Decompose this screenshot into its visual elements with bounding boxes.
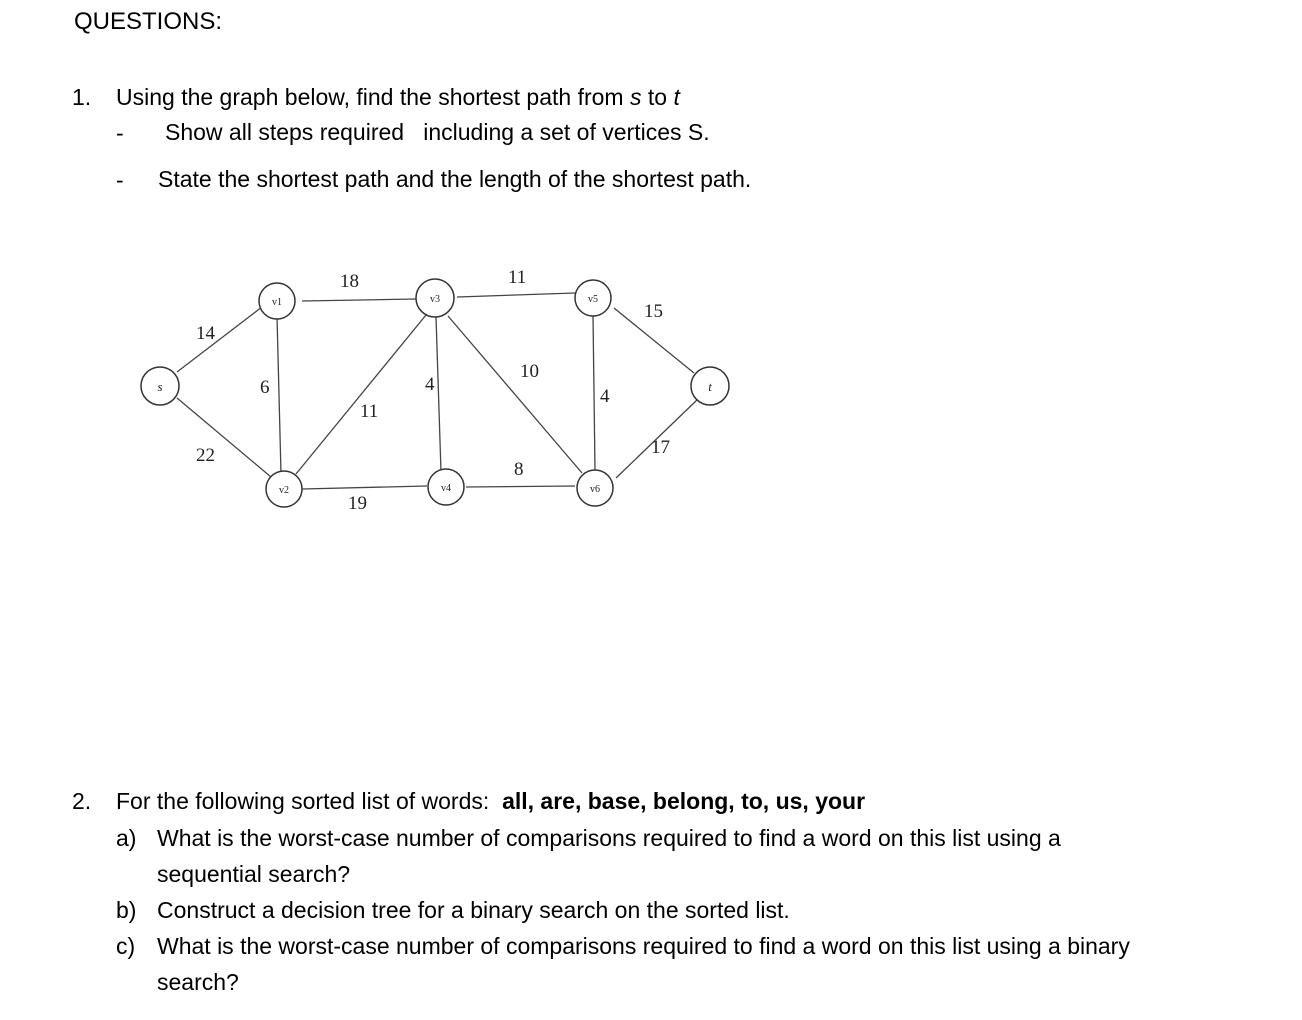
- node-label-v4: v4: [441, 483, 451, 494]
- edge-v2-v4: [302, 486, 427, 489]
- node-label-v6: v6: [590, 484, 600, 495]
- q2-number: 2.: [72, 788, 92, 814]
- weight-v2-v4: 19: [348, 493, 367, 514]
- edge-v3-v4: [436, 317, 441, 472]
- node-label-v3: v3: [430, 294, 440, 305]
- node-label-v2: v2: [279, 485, 289, 496]
- q2-item-label: b): [116, 897, 137, 923]
- weight-v6-t: 17: [651, 437, 670, 458]
- q2b-line1: Construct a decision tree for a binary search on the sorted list.: [157, 897, 790, 923]
- q1-target-t: t: [673, 84, 680, 110]
- edge-v2-v3: [296, 315, 426, 474]
- q2a-line2: sequential search?: [157, 861, 351, 887]
- edge-v1-v2: [277, 316, 281, 474]
- q1-text-a: Using the graph below, find the shortest path from: [116, 84, 630, 110]
- q2c-line1: What is the worst-case number of comparisons required to find a word on this list using a binary: [157, 933, 1130, 959]
- q1-text-b: to: [641, 84, 674, 110]
- weight-v5-t: 15: [644, 301, 663, 322]
- edge-v5-v6: [593, 315, 595, 471]
- weight-s-v2: 22: [196, 445, 215, 466]
- q1-bullet-dash: -: [116, 167, 124, 193]
- weight-v5-v6: 4: [600, 386, 610, 407]
- weight-v2-v3: 11: [360, 401, 379, 422]
- q2a-line1: What is the worst-case number of comparisons required to find a word on this list using a: [157, 825, 1061, 851]
- q2-item-label: a): [116, 825, 137, 851]
- weight-v1-v3: 18: [340, 271, 359, 292]
- weight-v3-v4: 4: [425, 374, 435, 395]
- node-label-v1: v1: [272, 297, 282, 308]
- q2-item-label: c): [116, 933, 136, 959]
- weight-v4-v6: 8: [514, 459, 524, 480]
- weighted-graph-figure: [130, 255, 750, 520]
- q2c-line2: search?: [157, 969, 239, 995]
- edge-s-v2: [177, 398, 271, 477]
- weight-v3-v6: 10: [520, 361, 539, 382]
- edge-v4-v6: [466, 486, 575, 487]
- q1-bullet-steps: Show all steps required including a set of vertices S.: [165, 119, 710, 145]
- weight-v3-v5: 11: [508, 267, 527, 288]
- weight-v1-v2: 6: [260, 377, 270, 398]
- page-heading: QUESTIONS:: [74, 8, 223, 35]
- q1-bullet-shortest-path: State the shortest path and the length of the shortest path.: [158, 166, 752, 192]
- q2-word-list: all, are, base, belong, to, us, your: [502, 788, 866, 814]
- q1-number: 1.: [72, 84, 92, 110]
- q2-intro: For the following sorted list of words:: [116, 788, 503, 814]
- q1-source-s: s: [629, 84, 642, 110]
- weight-s-v1: 14: [196, 323, 215, 344]
- q2-text: [116, 788, 865, 815]
- edge-s-v1: [177, 307, 262, 372]
- q1-text: [116, 84, 680, 111]
- q1-bullet-dash: -: [116, 120, 124, 146]
- edge-v3-v6: [448, 316, 582, 473]
- node-label-v5: v5: [588, 294, 598, 305]
- node-label-s: s: [157, 379, 163, 394]
- edge-v3-v5: [457, 293, 575, 297]
- edge-v1-v3: [302, 299, 416, 301]
- node-label-t: t: [708, 379, 712, 394]
